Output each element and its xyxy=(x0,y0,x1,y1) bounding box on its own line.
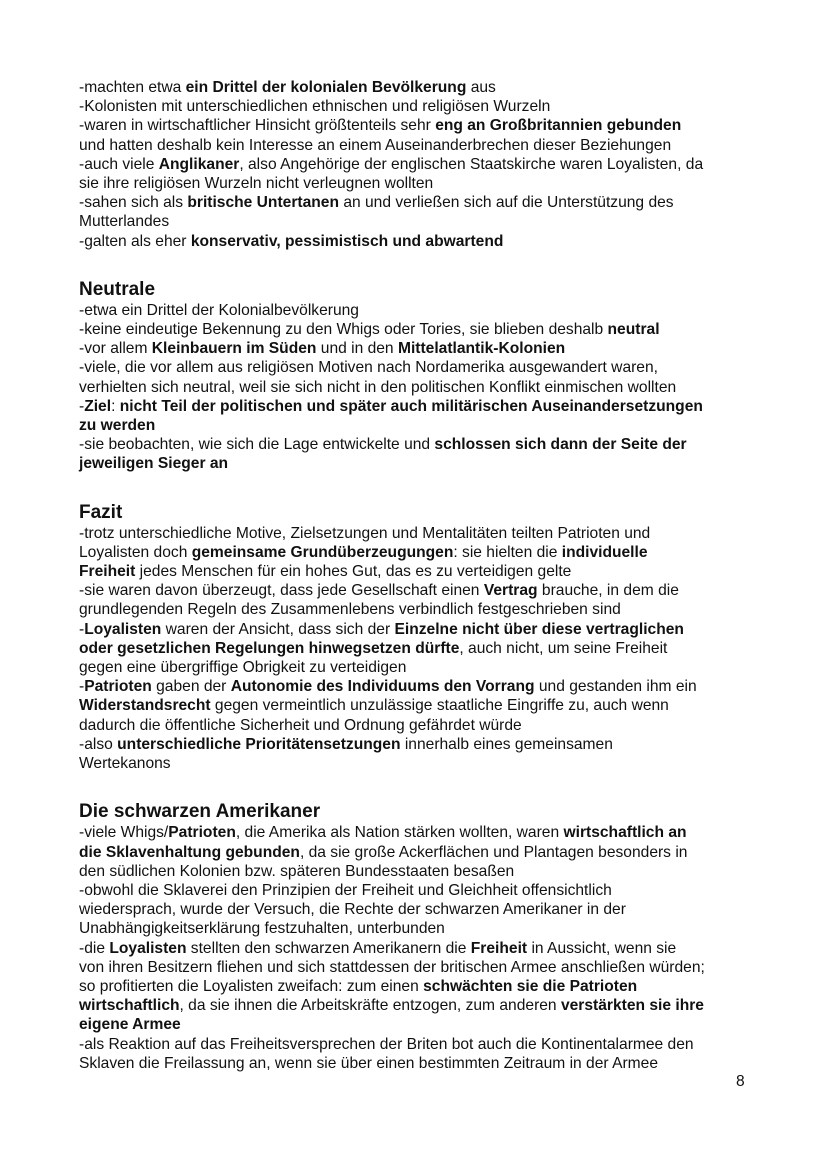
section-gap xyxy=(79,251,755,279)
text-segment: innerhalb eines gemeinsamen xyxy=(400,735,613,753)
text-segment: verhielten sich neutral, weil sie sich nicht in den politischen Konflikt einmischen wollten xyxy=(79,378,677,396)
document-page xyxy=(79,78,755,1073)
text-line xyxy=(79,524,755,543)
text-segment: Unabhängigkeitserklärung festzuhalten, unterbunden xyxy=(79,920,445,938)
text-line xyxy=(79,454,755,473)
text-segment: -sie waren davon überzeugt, dass jede Gesellschaft einen xyxy=(79,582,484,600)
bold-text: Einzelne nicht über diese vertraglichen xyxy=(394,620,684,638)
text-segment: und in den xyxy=(316,340,398,358)
text-segment: , auch nicht, um seine Freiheit xyxy=(459,639,668,657)
text-segment: -waren in wirtschaftlicher Hinsicht größtenteils sehr xyxy=(79,117,436,135)
text-segment: : xyxy=(111,397,120,415)
text-segment: -viele Whigs/ xyxy=(79,824,169,842)
text-segment: -keine eindeutige Bekennung zu den Whigs oder Tories, sie blieben deshalb xyxy=(79,321,608,339)
text-line xyxy=(79,977,755,996)
text-line xyxy=(79,232,755,251)
text-segment: -viele, die vor allem aus religiösen Motiven nach Nordamerika ausgewandert waren, xyxy=(79,359,658,377)
text-segment: von ihren Besitzern fliehen und sich stattdessen der britischen Armee anschließen würden; xyxy=(79,958,705,976)
text-segment: - xyxy=(79,678,85,696)
text-segment: -trotz unterschiedliche Motive, Zielsetzungen und Mentalitäten teilten Patrioten und xyxy=(79,524,651,542)
text-line xyxy=(79,193,755,212)
text-line xyxy=(79,435,755,454)
text-segment: -die xyxy=(79,939,110,957)
text-line xyxy=(79,1015,755,1034)
text-line xyxy=(79,919,755,938)
bold-text: unterschiedliche Prioritätensetzungen xyxy=(117,735,401,753)
text-line xyxy=(79,696,755,715)
bold-text: gemeinsame Grundüberzeugungen xyxy=(191,543,454,561)
text-segment: den südlichen Kolonien bzw. späteren Bundesstaaten besaßen xyxy=(79,862,515,880)
bold-text: eigene Armee xyxy=(79,1016,181,1034)
text-line xyxy=(79,958,755,977)
text-segment: stellten den schwarzen Amerikanern die xyxy=(186,939,471,957)
text-line xyxy=(79,735,755,754)
text-line xyxy=(79,543,755,562)
text-line xyxy=(79,823,755,842)
bold-text: nicht Teil der politischen und später auch militärischen Auseinandersetzungen xyxy=(119,397,703,415)
text-segment: -machten etwa xyxy=(79,79,186,96)
text-segment: -obwohl die Sklaverei den Prinzipien der Freiheit und Gleichheit offensichtlich xyxy=(79,881,612,899)
bold-text: Vertrag xyxy=(483,582,538,600)
bold-text: Anglikaner xyxy=(158,155,240,173)
bold-text: oder gesetzlichen Regelungen hinwegsetzen dürfte xyxy=(79,639,460,657)
text-line xyxy=(79,116,755,135)
text-segment: jedes Menschen für ein hohes Gut, das es zu verteidigen gelte xyxy=(135,563,572,581)
bold-text: die Sklavenhaltung gebunden xyxy=(79,843,300,861)
text-line xyxy=(79,562,755,581)
bold-text: Kleinbauern im Süden xyxy=(151,340,317,358)
text-line xyxy=(79,677,755,696)
text-segment: aus xyxy=(466,79,496,96)
text-segment: wiedersprach, wurde der Versuch, die Rechte der schwarzen Amerikaner in der xyxy=(79,901,626,919)
text-line xyxy=(79,78,755,97)
text-segment: -galten als eher xyxy=(79,232,191,250)
text-segment: Mutterlandes xyxy=(79,213,170,231)
text-segment: -sie beobachten, wie sich die Lage entwickelte und xyxy=(79,436,435,454)
bold-text: Ziel xyxy=(84,397,112,415)
text-segment: -etwa ein Drittel der Kolonialbevölkerung xyxy=(79,301,359,319)
text-line xyxy=(79,996,755,1015)
text-line xyxy=(79,600,755,619)
text-segment: -Kolonisten mit unterschiedlichen ethnischen und religiösen Wurzeln xyxy=(79,98,551,116)
text-line xyxy=(79,881,755,900)
text-line xyxy=(79,174,755,193)
bold-text: Patrioten xyxy=(84,678,152,696)
text-line xyxy=(79,320,755,339)
bold-text: Freiheit xyxy=(79,563,136,581)
text-segment: so profitierten die Loyalisten zweifach: zum einen xyxy=(79,977,424,995)
bold-text: eng an Großbritannien gebunden xyxy=(435,117,682,135)
bold-text: jeweiligen Sieger an xyxy=(79,455,229,473)
bold-text: wirtschaftlich an xyxy=(563,824,687,842)
text-segment: Sklaven die Freilassung an, wenn sie über einen bestimmten Zeitraum in der Armee xyxy=(79,1054,658,1072)
text-line xyxy=(79,581,755,600)
bold-text: schwächten sie die Patrioten xyxy=(423,977,638,995)
text-segment: -auch viele xyxy=(79,155,159,173)
text-segment: in Aussicht, wenn sie xyxy=(527,939,677,957)
bold-text: Autonomie des Individuums den Vorrang xyxy=(230,678,535,696)
text-line xyxy=(79,155,755,174)
text-segment: und gestanden ihm ein xyxy=(534,678,697,696)
text-segment: an und verließen sich auf die Unterstützung des xyxy=(338,194,674,212)
text-segment: grundlegenden Regeln des Zusammenlebens verbindlich festgeschrieben sind xyxy=(79,601,621,619)
section-loyalisten-continued xyxy=(79,78,755,251)
text-segment: dadurch die öffentliche Sicherheit und Ordnung gefährdet würde xyxy=(79,716,522,734)
text-line xyxy=(79,939,755,958)
text-segment: waren der Ansicht, dass sich der xyxy=(161,620,395,638)
section-gap xyxy=(79,474,755,502)
text-segment: gegen vermeintlich unzulässige staatliche Eingriffe zu, auch wenn xyxy=(210,697,669,715)
text-segment: - xyxy=(79,397,85,415)
text-line xyxy=(79,639,755,658)
section-schwarze-amerikaner xyxy=(79,801,755,1073)
text-line xyxy=(79,716,755,735)
text-line xyxy=(79,301,755,320)
text-line xyxy=(79,658,755,677)
text-segment: , da sie ihnen die Arbeitskräfte entzogen, zum anderen xyxy=(179,997,561,1015)
text-line xyxy=(79,620,755,639)
section-heading: Fazit xyxy=(79,501,123,523)
text-segment: sie ihre religiösen Wurzeln nicht verleugnen wollten xyxy=(79,175,434,193)
text-line xyxy=(79,358,755,377)
text-segment: -also xyxy=(79,735,118,753)
text-line xyxy=(79,900,755,919)
bold-text: verstärkten sie ihre xyxy=(560,997,704,1015)
text-segment: -als Reaktion auf das Freiheitsversprechen der Briten bot auch die Kontinentalarmee den xyxy=(79,1035,694,1053)
bold-text: Freiheit xyxy=(470,939,528,957)
section-fazit xyxy=(79,502,755,774)
text-segment: , die Amerika als Nation stärken wollten, waren xyxy=(235,824,564,842)
text-line xyxy=(79,136,755,155)
text-segment: - xyxy=(79,620,85,638)
text-line xyxy=(79,862,755,881)
section-heading: Die schwarzen Amerikaner xyxy=(79,801,321,823)
text-segment: Wertekanons xyxy=(79,755,171,773)
text-segment: : sie hielten die xyxy=(453,543,562,561)
text-segment: , also Angehörige der englischen Staatskirche waren Loyalisten, da xyxy=(239,155,704,173)
bold-text: Mittelatlantik-Kolonien xyxy=(397,340,566,358)
bold-text: Loyalisten xyxy=(84,620,162,638)
text-segment: gegen eine übergriffige Obrigkeit zu verteidigen xyxy=(79,659,407,677)
text-segment: Loyalisten doch xyxy=(79,543,192,561)
bold-text: neutral xyxy=(607,321,660,339)
text-line xyxy=(79,378,755,397)
section-gap xyxy=(79,773,755,801)
text-line xyxy=(79,1054,755,1073)
section-heading: Neutrale xyxy=(79,278,156,300)
text-line xyxy=(79,416,755,435)
page-number: 8 xyxy=(736,1073,745,1090)
text-line xyxy=(79,339,755,358)
text-segment: -vor allem xyxy=(79,340,152,358)
text-line xyxy=(79,1035,755,1054)
text-segment: -sahen sich als xyxy=(79,194,188,212)
text-line xyxy=(79,212,755,231)
bold-text: britische Untertanen xyxy=(187,194,339,212)
bold-text: zu werden xyxy=(79,417,156,435)
text-segment: , da sie große Ackerflächen und Plantagen besonders in xyxy=(299,843,688,861)
bold-text: schlossen sich dann der Seite der xyxy=(434,436,687,454)
text-line xyxy=(79,97,755,116)
text-line xyxy=(79,397,755,416)
text-line xyxy=(79,843,755,862)
text-segment: und hatten deshalb kein Interesse an einem Auseinanderbrechen dieser Beziehungen xyxy=(79,136,672,154)
section-neutrale xyxy=(79,279,755,474)
bold-text: Loyalisten xyxy=(109,939,187,957)
bold-text: konservativ, pessimistisch und abwartend xyxy=(190,232,504,250)
text-line xyxy=(79,754,755,773)
bold-text: Widerstandsrecht xyxy=(79,697,211,715)
bold-text: Patrioten xyxy=(168,824,236,842)
text-segment: gaben der xyxy=(151,678,231,696)
bold-text: individuelle xyxy=(561,543,648,561)
text-segment: brauche, in dem die xyxy=(537,582,679,600)
bold-text: wirtschaftlich xyxy=(79,997,180,1015)
bold-text: ein Drittel der kolonialen Bevölkerung xyxy=(185,79,467,96)
